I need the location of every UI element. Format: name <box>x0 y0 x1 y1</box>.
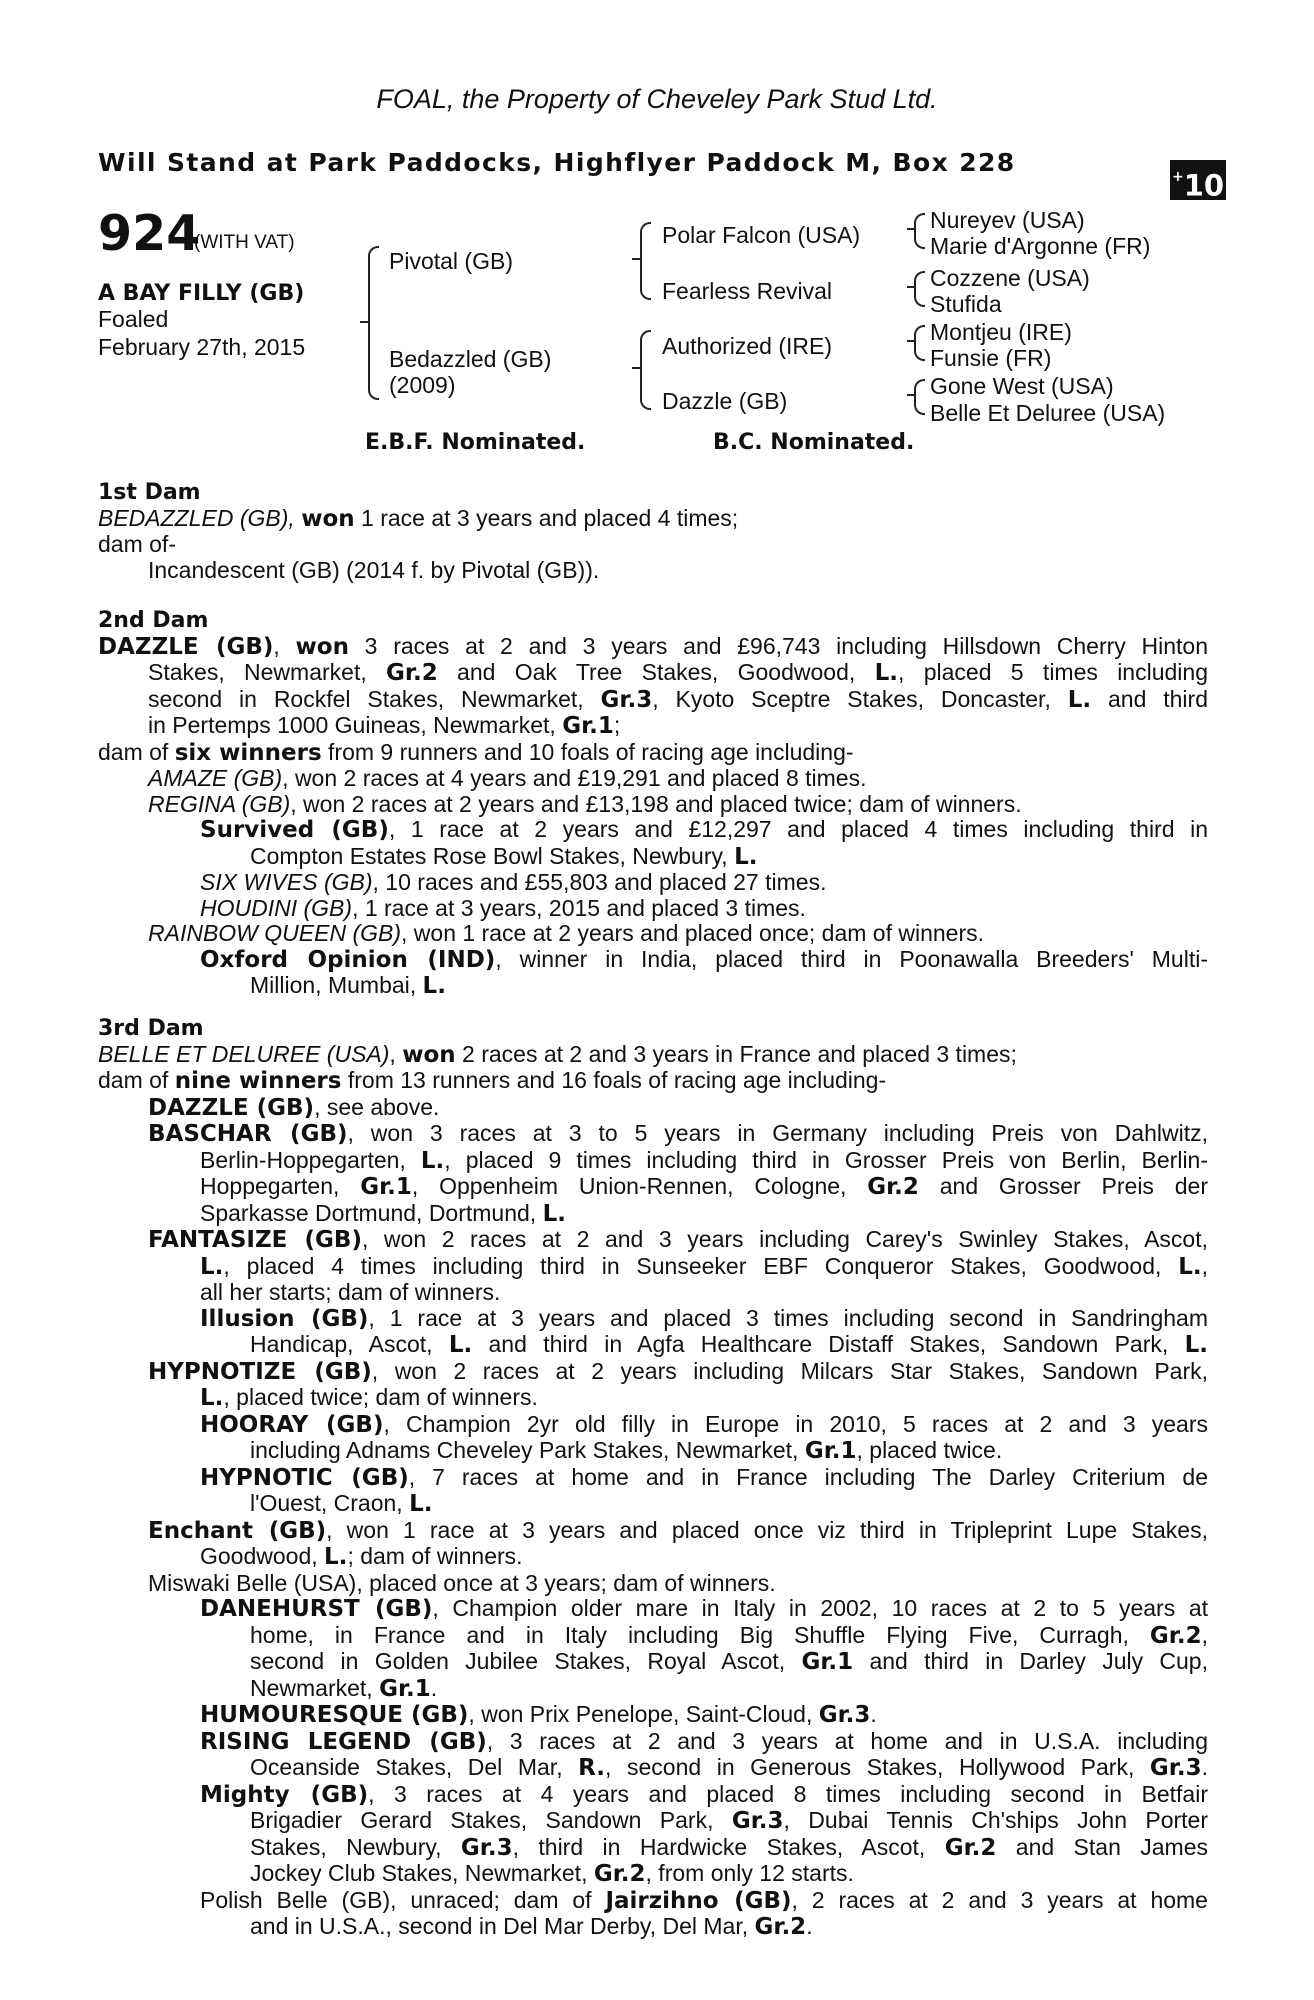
grade: L. <box>734 843 758 870</box>
lot-name: A BAY FILLY (GB) <box>98 281 305 306</box>
horse-name: REGINA (GB) <box>148 790 291 817</box>
grade: Gr.3 <box>731 1808 784 1834</box>
second-dam-line <box>98 740 1208 767</box>
first-dam-produce: Incandescent (GB) (2014 f. by Pivotal (GB)). <box>148 556 600 583</box>
text: Jockey Club Stakes, Newmarket, <box>250 1860 594 1886</box>
horse-name: HYPNOTIZE (GB) <box>148 1358 372 1385</box>
text: Stakes, Newmarket, <box>148 659 387 685</box>
grade: L. <box>1067 686 1092 713</box>
text: Goodwood, <box>200 1543 325 1569</box>
third-dam-line <box>98 1782 1208 1809</box>
text: , 1 race at 3 years and placed 3 times including second in Sandringham <box>368 1304 1208 1331</box>
page-title: FOAL, the Property of Cheveley Park Stud Ltd. <box>376 84 938 114</box>
badge-plus: + <box>1171 169 1184 185</box>
text: and third in Agfa Healthcare Distaff Stakes, Sandown Park, <box>472 1331 1185 1357</box>
pedigree-dam-sire: Authorized (IRE) <box>662 333 833 359</box>
text: , placed 4 times including third in Sunseeker EBF Conqueror Stakes, Goodwood, <box>223 1252 1179 1279</box>
first-dam-heading: 1st Dam <box>98 480 201 505</box>
grade: L. <box>448 1332 473 1358</box>
text: , winner in India, placed third in Poonawalla Breeders' Multi- <box>495 945 1208 972</box>
text: and third in Darley July Cup, <box>853 1648 1208 1674</box>
third-dam-section <box>98 1016 1208 1941</box>
ebf-nominated: E.B.F. Nominated. <box>365 430 586 455</box>
third-dam-line <box>98 1332 1208 1359</box>
third-dam-line <box>98 1571 1208 1597</box>
third-dam-line <box>98 1518 1208 1545</box>
text: , from only 12 starts. <box>645 1860 854 1886</box>
pedigree-g2: Marie d'Argonne (FR) <box>930 233 1151 259</box>
horse-name: DAZZLE (GB) <box>148 1094 315 1121</box>
second-dam-line <box>98 660 1208 687</box>
text: Brigadier Gerard Stakes, Sandown Park, <box>250 1807 732 1833</box>
pedigree-g1: Nureyev (USA) <box>930 207 1085 233</box>
text: Sparkasse Dortmund, Dortmund, <box>200 1199 543 1226</box>
second-dam-heading: 2nd Dam <box>98 608 209 633</box>
text: , <box>1201 1621 1208 1648</box>
pedigree-g7: Gone West (USA) <box>930 373 1114 399</box>
second-dam-line <box>98 947 1208 974</box>
grade: L. <box>874 660 898 686</box>
horse-name: SIX WIVES (GB) <box>200 869 373 895</box>
text: , Champion 2yr old filly in Europe in 2010, 5 races at 2 and 3 years <box>383 1410 1208 1437</box>
text: Stakes, Newbury, <box>250 1833 461 1860</box>
text: l'Ouest, Craon, <box>250 1490 410 1516</box>
text: dam of <box>98 1067 175 1093</box>
text: , 1 race at 3 years, 2015 and placed 3 times. <box>352 894 806 921</box>
grade: R. <box>578 1755 606 1781</box>
text: including Adnams Cheveley Park Stakes, Newmarket, <box>250 1437 805 1463</box>
pedigree-sire-sire: Polar Falcon (USA) <box>662 222 861 248</box>
third-dam-line <box>98 1280 1208 1306</box>
pedigree-dam-year: (2009) <box>389 372 456 398</box>
winner-count: nine winners <box>174 1068 342 1094</box>
second-dam-line <box>98 634 1208 661</box>
grade: L. <box>200 1385 224 1411</box>
text: , won 3 races at 3 to 5 years in Germany including Preis von Dahlwitz, <box>347 1120 1209 1146</box>
text: , placed twice; dam of winners. <box>223 1384 538 1410</box>
grade: Gr.3 <box>818 1702 871 1728</box>
third-dam-line <box>98 1359 1208 1386</box>
text: Million, Mumbai, <box>250 972 423 998</box>
text: Miswaki Belle (USA), placed once at 3 years; dam of winners. <box>148 1569 776 1596</box>
grade: Gr.1 <box>379 1675 431 1702</box>
pedigree-dam-dam: Dazzle (GB) <box>662 388 788 414</box>
horse-name: Mighty (GB) <box>200 1781 369 1808</box>
text: Berlin-Hoppegarten, <box>200 1146 421 1173</box>
horse-name: Oxford Opinion (IND) <box>200 946 496 973</box>
second-dam-line <box>98 817 1208 844</box>
stabling-info: Will Stand at Park Paddocks, Highflyer Paddock M, Box 228 <box>98 148 1016 177</box>
text: and Grosser Preis der <box>918 1173 1208 1199</box>
text: , 3 races at 4 years and placed 8 times including second in Betfair <box>368 1780 1208 1807</box>
text: all her starts; dam of winners. <box>200 1279 501 1305</box>
grade: L. <box>324 1544 348 1570</box>
text: , 1 race at 2 years and £12,297 and placed 4 times including third in <box>388 816 1208 842</box>
text: 3 races at 2 and 3 years and £96,743 including Hillsdown Cherry Hinton <box>348 632 1208 659</box>
text: ; <box>613 712 621 738</box>
grade: Gr.1 <box>562 713 614 739</box>
text: . <box>1201 1754 1208 1780</box>
horse-name: DAZZLE (GB) <box>98 633 274 660</box>
third-dam-line <box>98 1385 1208 1412</box>
third-dam-line <box>98 1148 1208 1175</box>
horse-name: AMAZE (GB) <box>148 765 283 791</box>
horse-name: HOUDINI (GB) <box>200 894 353 921</box>
second-dam-line <box>98 973 1208 1000</box>
second-dam-line <box>98 766 1208 792</box>
text: , placed 9 times including third in Grosser Preis von Berlin, Berlin- <box>444 1146 1209 1173</box>
second-dam-line <box>98 896 1208 922</box>
second-dam-section <box>98 608 1208 1000</box>
first-dam-name: BEDAZZLED (GB), <box>98 504 295 531</box>
pedigree-sire: Pivotal (GB) <box>389 248 513 274</box>
horse-name: Jairzihno (GB) <box>605 1887 792 1914</box>
first-dam-section <box>98 480 1208 583</box>
third-dam-line <box>98 1227 1208 1254</box>
horse-name: BELLE ET DELUREE (USA) <box>98 1040 390 1067</box>
third-dam-line <box>98 1702 1208 1729</box>
third-dam-line <box>98 1121 1208 1148</box>
text: from 9 runners and 10 foals of racing age including- <box>321 738 854 765</box>
grade: Gr.1 <box>804 1438 857 1464</box>
text: Newmarket, <box>250 1674 380 1701</box>
lot-number: 924 <box>98 205 201 262</box>
grade: L. <box>1184 1332 1208 1358</box>
grade: Gr.1 <box>360 1174 412 1200</box>
pedigree-g3: Cozzene (USA) <box>930 265 1090 291</box>
grade: L. <box>420 1147 445 1174</box>
text: Polish Belle (GB), unraced; dam of <box>200 1886 606 1913</box>
third-dam-line <box>98 1596 1208 1623</box>
horse-name: RAINBOW QUEEN (GB) <box>148 920 402 946</box>
text: , <box>1201 1252 1208 1279</box>
grade: Gr.2 <box>754 1914 807 1940</box>
grade: Gr.1 <box>801 1649 854 1675</box>
text: , <box>389 1040 403 1067</box>
text: and Stan James <box>996 1833 1208 1860</box>
text: , won 1 race at 2 years and placed once; dam of winners. <box>401 920 985 946</box>
horse-name: HYPNOTIC (GB) <box>200 1464 409 1491</box>
third-dam-line <box>98 1861 1208 1888</box>
text: and third <box>1091 685 1208 712</box>
second-dam-line <box>98 870 1208 896</box>
text: , Oppenheim Union-Rennen, Cologne, <box>411 1173 868 1199</box>
text: second in Golden Jubilee Stakes, Royal Ascot, <box>250 1648 802 1674</box>
third-dam-line <box>98 1491 1208 1518</box>
pedigree-dam: Bedazzled (GB) <box>389 346 552 372</box>
bc-nominated: B.C. Nominated. <box>713 430 915 455</box>
text: Compton Estates Rose Bowl Stakes, Newbury, <box>250 842 735 869</box>
text: , won 2 races at 4 years and £19,291 and placed 8 times. <box>282 765 867 791</box>
grade: Gr.2 <box>386 660 438 686</box>
won-label: won <box>301 505 355 532</box>
third-dam-line <box>98 1254 1208 1281</box>
text: , 2 races at 2 and 3 years at home <box>791 1886 1208 1913</box>
third-dam-line <box>98 1729 1208 1756</box>
text: 2 races at 2 and 3 years in France and placed 3 times; <box>455 1040 1017 1067</box>
text: , 7 races at home and in France including The Darley Criterium de <box>408 1463 1208 1490</box>
foaled-label: Foaled <box>98 306 169 332</box>
text: dam of <box>98 738 175 765</box>
third-dam-line <box>98 1438 1208 1465</box>
grade: L. <box>422 973 446 999</box>
grade: L. <box>542 1200 566 1227</box>
third-dam-line <box>98 1465 1208 1492</box>
won-label: won <box>402 1041 456 1068</box>
text: . <box>806 1913 813 1939</box>
third-dam-line <box>98 1755 1208 1782</box>
grade: Gr.2 <box>593 1861 646 1887</box>
third-dam-line <box>98 1095 1208 1122</box>
pedigree-g5: Montjeu (IRE) <box>930 319 1072 345</box>
horse-name: FANTASIZE (GB) <box>148 1227 362 1253</box>
text: , see above. <box>314 1093 440 1120</box>
horse-name: HUMOURESQUE (GB) <box>200 1702 469 1728</box>
text: Hoppegarten, <box>200 1173 361 1199</box>
text: , won 1 race at 3 years and placed once viz third in Tripleprint Lupe Stakes, <box>326 1516 1208 1543</box>
foaled-date: February 27th, 2015 <box>98 334 306 360</box>
text: ; dam of winners. <box>347 1543 523 1569</box>
third-dam-line <box>98 1412 1208 1439</box>
text: , placed 5 times including <box>898 659 1208 685</box>
grade: L. <box>1178 1253 1202 1280</box>
text: , won 2 races at 2 and 3 years including Carey's Swinley Stakes, Ascot, <box>361 1226 1209 1252</box>
vat-note: (WITH VAT) <box>194 232 295 253</box>
text: , third in Hardwicke Stakes, Ascot, <box>512 1833 945 1860</box>
text: from 13 runners and 16 foals of racing age including- <box>341 1067 887 1093</box>
winner-count: six winners <box>174 739 322 766</box>
text: and Oak Tree Stakes, Goodwood, <box>437 659 875 685</box>
text: , won 2 races at 2 years including Milcars Star Stakes, Sandown Park, <box>371 1357 1209 1384</box>
second-dam-line <box>98 792 1208 818</box>
grade: Gr.3 <box>600 686 653 713</box>
grade: L. <box>200 1253 224 1280</box>
third-dam-line <box>98 1042 1208 1069</box>
third-dam-line <box>98 1649 1208 1676</box>
third-dam-line <box>98 1623 1208 1650</box>
second-dam-line <box>98 713 1208 740</box>
text: second in Rockfel Stakes, Newmarket, <box>148 685 601 712</box>
grade: Gr.2 <box>944 1834 997 1861</box>
text: . <box>870 1701 877 1727</box>
pedigree-g8: Belle Et Deluree (USA) <box>930 400 1166 426</box>
horse-name: BASCHAR (GB) <box>148 1121 348 1147</box>
text: , placed twice. <box>856 1437 1003 1463</box>
first-dam-dam-of: dam of- <box>98 531 176 557</box>
horse-name: Survived (GB) <box>200 817 389 843</box>
third-dam-line <box>98 1914 1208 1941</box>
text: in Pertemps 1000 Guineas, Newmarket, <box>148 712 563 738</box>
horse-name: Illusion (GB) <box>200 1305 369 1332</box>
badge-number: 10 <box>1183 168 1225 203</box>
text: home, in France and in Italy including Big Shuffle Flying Five, Curragh, <box>250 1621 1150 1648</box>
horse-name: RISING LEGEND (GB) <box>200 1728 487 1755</box>
won-label: won <box>295 633 349 660</box>
third-dam-line <box>98 1676 1208 1703</box>
text: , second in Generous Stakes, Hollywood Park, <box>605 1754 1150 1780</box>
pedigree-g6: Funsie (FR) <box>930 345 1052 371</box>
grade: Gr.3 <box>460 1834 513 1861</box>
text: , Champion older mare in Italy in 2002, 10 races at 2 to 5 years at <box>432 1595 1209 1621</box>
text: Oceanside Stakes, Del Mar, <box>250 1754 579 1780</box>
third-dam-line <box>98 1544 1208 1571</box>
third-dam-line <box>98 1201 1208 1228</box>
third-dam-line <box>98 1174 1208 1201</box>
pedigree-sire-dam: Fearless Revival <box>662 278 832 304</box>
third-dam-line <box>98 1835 1208 1862</box>
third-dam-line <box>98 1808 1208 1835</box>
third-dam-heading: 3rd Dam <box>98 1016 204 1041</box>
text: , 10 races and £55,803 and placed 27 times. <box>372 869 827 895</box>
third-dam-line <box>98 1306 1208 1333</box>
text: , Kyoto Sceptre Stakes, Doncaster, <box>652 685 1068 712</box>
text: , Dubai Tennis Ch'ships John Porter <box>783 1807 1208 1833</box>
grade: L. <box>409 1491 433 1517</box>
grade: Gr.2 <box>867 1174 919 1200</box>
text: , won 2 races at 2 years and £13,198 and placed twice; dam of winners. <box>290 790 1022 817</box>
third-dam-line <box>98 1888 1208 1915</box>
grade: Gr.2 <box>1149 1622 1202 1649</box>
day-badge <box>1170 160 1226 203</box>
grade: Gr.3 <box>1149 1755 1202 1781</box>
first-dam-record <box>98 506 1208 533</box>
second-dam-line <box>98 921 1208 947</box>
text: , won Prix Penelope, Saint-Cloud, <box>468 1701 819 1727</box>
horse-name: HOORAY (GB) <box>200 1411 384 1438</box>
text: Handicap, Ascot, <box>250 1331 449 1357</box>
text: , 3 races at 2 and 3 years at home and in U.S.A. including <box>486 1727 1208 1754</box>
text: , <box>273 632 296 659</box>
third-dam-line <box>98 1068 1208 1095</box>
second-dam-line <box>98 844 1208 871</box>
text: and in U.S.A., second in Del Mar Derby, Del Mar, <box>250 1913 755 1939</box>
second-dam-line <box>98 687 1208 714</box>
first-dam-race-record: 1 race at 3 years and placed 4 times; <box>354 504 739 531</box>
pedigree-g4: Stufida <box>930 291 1002 317</box>
text: . <box>430 1674 438 1701</box>
horse-name: Enchant (GB) <box>148 1517 327 1544</box>
horse-name: DANEHURST (GB) <box>200 1596 433 1622</box>
